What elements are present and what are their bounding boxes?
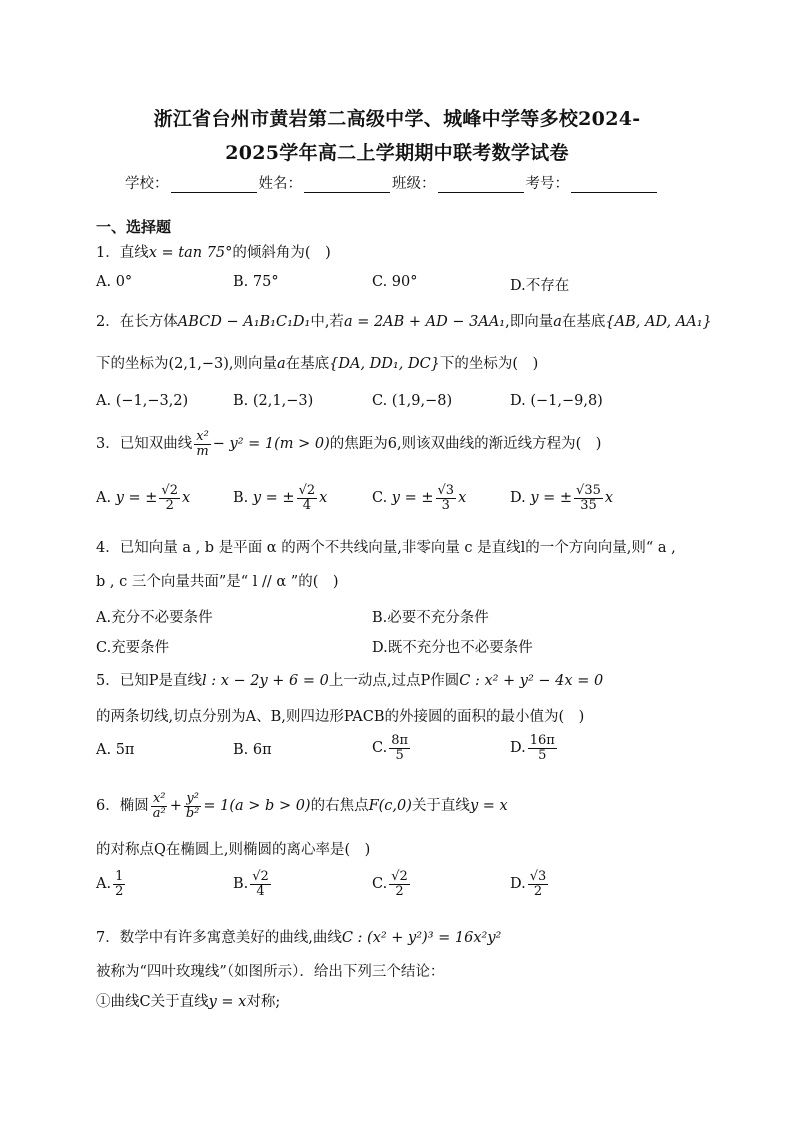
q6-frac-x-den: a² (152, 805, 166, 821)
school-blank[interactable] (171, 178, 257, 193)
q2-text-d: ,即向量 (505, 314, 554, 330)
q6-b-label: B. (233, 876, 249, 893)
q5-d-frac (528, 734, 557, 762)
q5-c-den: 5 (395, 747, 404, 763)
q2-text-b: 中,若 (310, 314, 344, 330)
q1-option-b[interactable]: B. 75° (233, 274, 279, 290)
q5-text-a: 5．已知P是直线 (96, 673, 202, 689)
q3-frac-num: x² (196, 429, 209, 444)
question-6-line2: 的对称点Q在椭圆上,则椭圆的离心率是( ) (96, 842, 371, 858)
q1-prefix: 1．直线 (96, 245, 149, 261)
q3-d-post: x (604, 490, 614, 507)
class-blank[interactable] (438, 178, 524, 193)
q4-option-b[interactable]: B.必要不充分条件 (372, 610, 489, 626)
q6-c-den: 2 (395, 883, 404, 899)
exam-number-field[interactable] (526, 172, 660, 193)
q2-math-coords: (2,1,−3) (168, 356, 229, 372)
q6-text-c: 关于直线 (411, 798, 470, 815)
class-field[interactable] (392, 172, 526, 193)
q2-text-2c: ,则向量 (228, 356, 277, 372)
question-5-line2: 的两条切线,切点分别为A、B,则四边形PACB的外接圆的面积的最小值为( ) (96, 709, 585, 725)
q7-text-a: 7．数学中有许多寓意美好的曲线,曲线 (96, 930, 342, 946)
q5-math-circle: C : x² + y² − 4x = 0 (459, 673, 604, 689)
q3-c-frac (436, 484, 457, 512)
q2-math-vector-eq: a = 2AB + AD − 3AA₁ (343, 314, 506, 330)
q5-a-label: A. (96, 742, 112, 758)
q6-frac-y (184, 792, 202, 820)
q4-option-d[interactable]: D.既不充分也不必要条件 (372, 640, 533, 656)
q3-c-den: 3 (441, 497, 450, 513)
q6-option-c[interactable] (372, 870, 412, 898)
q2-option-c[interactable]: C. (1,9,−8) (372, 393, 453, 409)
q6-c-frac (389, 870, 410, 898)
q3-c-label: C. (372, 490, 388, 507)
q6-option-b[interactable] (233, 870, 273, 898)
q7-text-3a: ①曲线C关于直线 (96, 994, 209, 1010)
q3-prefix: 3．已知双曲线 (96, 436, 193, 453)
q7-math-line: y = x (208, 994, 247, 1010)
q2-math-a2: a (276, 356, 286, 372)
question-7-line2: 被称为“四叶玫瑰线”（如图所示）．给出下列三个结论： (96, 964, 445, 980)
q3-a-pre: y = ± (115, 490, 158, 507)
q1-math: x = tan 75° (148, 245, 233, 261)
q6-text-a: 的右焦点 (310, 798, 369, 815)
q5-c-frac (389, 734, 410, 762)
q3-a-num: √2 (161, 483, 178, 498)
q3-fraction (194, 430, 211, 458)
q2-text-2g: 下的坐标为( ) (439, 356, 539, 372)
q3-d-num: √35 (576, 483, 601, 498)
name-field[interactable] (259, 172, 393, 193)
q5-a-value: 5π (115, 742, 135, 758)
q5-d-den: 5 (538, 747, 547, 763)
q2-option-b[interactable]: B. (2,1,−3) (233, 393, 314, 409)
q3-d-den: 35 (580, 497, 597, 513)
q3-a-post: x (181, 490, 191, 507)
q2-math-basis1: {AB, AD, AA₁} (605, 314, 712, 330)
q2-math-basis2: {DA, DD₁, DC} (329, 356, 440, 372)
q5-c-num: 8π (391, 733, 409, 748)
q3-suffix: 的焦距为6,则该双曲线的渐近线方程为( ) (329, 436, 602, 453)
question-5-line1 (96, 669, 603, 690)
q6-math-focus: F(c,0) (368, 798, 412, 815)
q5-math-line: l : x − 2y + 6 = 0 (201, 673, 329, 689)
q3-c-post: x (458, 490, 467, 507)
question-2-line2 (96, 352, 538, 373)
q3-b-post: x (319, 490, 328, 507)
q6-frac-x-num: x² (152, 791, 166, 806)
q5-c-label: C. (372, 740, 388, 757)
q6-a-label: A. (96, 876, 112, 893)
q6-b-frac (250, 870, 271, 898)
q6-a-den: 2 (115, 883, 124, 899)
section-heading-choice: 一、选择题 (96, 218, 172, 236)
q3-b-pre: y = ± (252, 490, 295, 507)
q3-d-frac (574, 484, 603, 512)
q6-plus: + (169, 798, 182, 815)
q1-option-c[interactable]: C. 90° (372, 274, 418, 290)
q7-text-3c: 对称; (246, 994, 281, 1010)
q5-b-label: B. (233, 742, 249, 758)
name-label: 姓名： (258, 176, 302, 192)
student-info-row (125, 172, 659, 193)
q3-frac-den: m (196, 443, 209, 459)
q6-option-a[interactable] (96, 870, 127, 898)
question-7-line1 (96, 926, 501, 947)
q6-math: = 1(a > b > 0) (203, 798, 311, 815)
q3-d-pre: y = ± (530, 490, 573, 507)
q2-math-a: a (553, 314, 562, 330)
q6-math-line: y = x (469, 798, 508, 815)
q2-text-2e: 在基底 (285, 356, 330, 372)
q5-option-a[interactable] (96, 742, 134, 758)
exam-title-line2: 2025学年高二上学期期中联考数学试卷 (225, 142, 569, 164)
q3-math: − y² = 1(m > 0) (212, 436, 330, 453)
q3-a-den: 2 (165, 497, 174, 513)
school-label: 学校： (125, 176, 169, 192)
q6-prefix: 6．椭圆 (96, 798, 149, 815)
q3-option-a[interactable] (96, 484, 190, 512)
q3-a-frac (159, 484, 180, 512)
q6-c-label: C. (372, 876, 388, 893)
q5-d-num: 16π (529, 733, 555, 748)
question-4-line1: 4．已知向量 a , b 是平面 α 的两个不共线向量,非零向量 c 是直线l的一个方向向量,则“ a , (96, 540, 676, 556)
q5-option-c[interactable] (372, 734, 412, 762)
q5-d-label: D. (510, 740, 526, 757)
q6-c-num: √2 (391, 869, 408, 884)
q3-b-frac (297, 484, 318, 512)
exam-number-blank[interactable] (571, 178, 657, 193)
q4-option-a[interactable]: A.充分不必要条件 (96, 610, 213, 626)
q6-d-den: 2 (533, 883, 543, 899)
question-6-line1 (96, 792, 508, 820)
q3-a-label: A. (96, 490, 112, 507)
question-7-line3 (96, 990, 280, 1011)
q3-d-label: D. (510, 490, 526, 507)
q6-d-num: √3 (529, 869, 547, 884)
q1-option-a[interactable]: A. 0° (96, 274, 133, 290)
q3-option-c[interactable] (372, 484, 466, 512)
q3-c-pre: y = ± (391, 490, 434, 507)
q6-d-label: D. (510, 876, 526, 893)
question-2-line1 (96, 310, 712, 331)
q7-math-curve: C : (x² + y²)³ = 16x²y² (341, 930, 502, 946)
q3-b-den: 4 (302, 497, 312, 513)
exam-number-label: 考号： (525, 176, 569, 192)
q6-a-num: 1 (115, 869, 124, 884)
q3-b-num: √2 (298, 483, 316, 498)
question-3 (96, 430, 601, 458)
q6-b-den: 4 (256, 883, 265, 899)
q1-suffix: 的倾斜角为( ) (232, 245, 331, 261)
exam-title-line1: 浙江省台州市黄岩第二高级中学、城峰中学等多校2024- (153, 108, 641, 130)
q1-option-d[interactable]: D.不存在 (510, 278, 570, 294)
q3-b-label: B. (233, 490, 249, 507)
question-4-line2: b , c 三个向量共面”是“ l // α ”的( ) (96, 574, 339, 590)
question-1 (96, 241, 331, 262)
q5-b-value: 6π (252, 742, 272, 758)
q6-option-d[interactable] (510, 870, 550, 898)
q2-text-a: 2．在长方体 (96, 314, 178, 330)
name-blank[interactable] (304, 178, 390, 193)
q2-math-cuboid: ABCD − A₁B₁C₁D₁ (177, 314, 311, 330)
q6-frac-x (151, 792, 168, 820)
q5-option-b[interactable] (233, 742, 272, 758)
q3-option-b[interactable] (233, 484, 327, 512)
q4-option-c[interactable]: C.充要条件 (96, 640, 170, 656)
q5-option-d[interactable] (510, 734, 559, 762)
q6-frac-y-den: b² (185, 805, 200, 821)
school-field[interactable] (125, 172, 259, 193)
q6-b-num: √2 (252, 869, 269, 884)
q6-d-frac (528, 870, 549, 898)
q2-option-d[interactable]: D. (−1,−9,8) (510, 393, 603, 409)
q2-option-a[interactable]: A. (−1,−3,2) (96, 393, 189, 409)
q6-a-frac (113, 870, 125, 898)
class-label: 班级： (392, 176, 436, 192)
q2-text-2a: 下的坐标为 (96, 356, 169, 372)
q5-text-c: 上一动点,过点P作圆 (328, 673, 460, 689)
q3-c-num: √3 (437, 483, 455, 498)
q2-text-f: 在基底 (561, 314, 606, 330)
q3-option-d[interactable] (510, 484, 613, 512)
q6-frac-y-num: y² (186, 791, 199, 806)
